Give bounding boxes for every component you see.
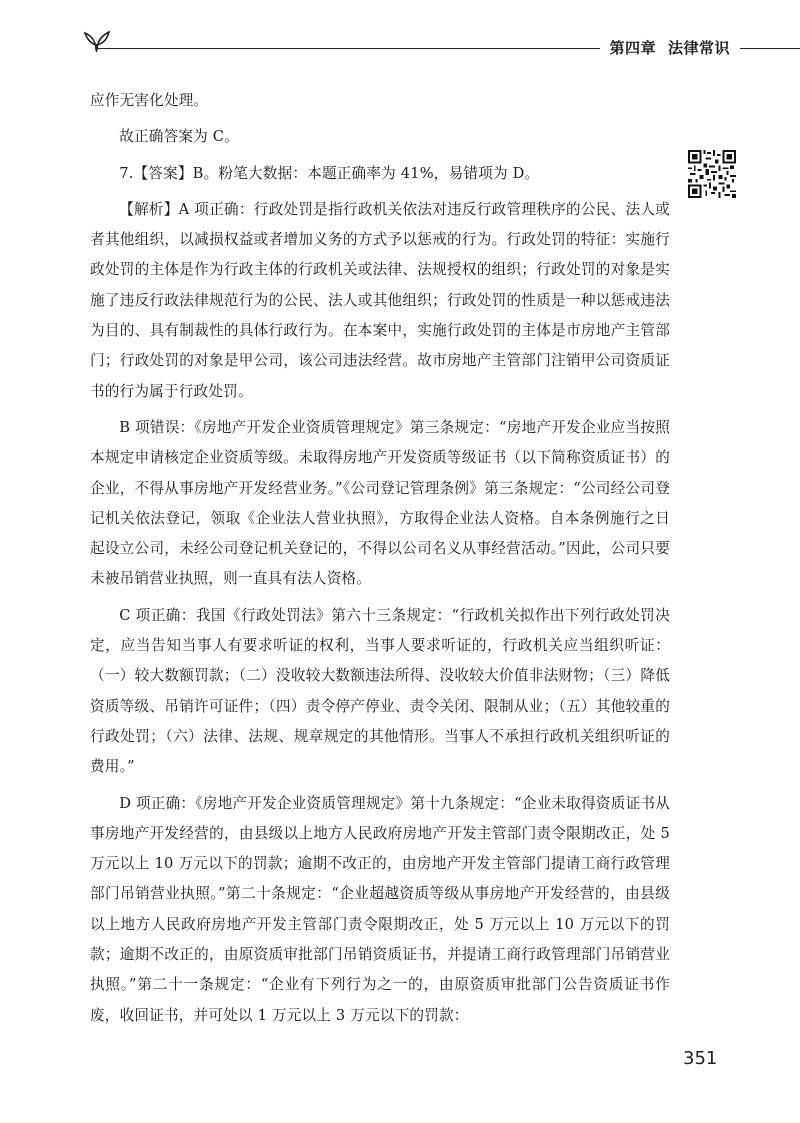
page-header <box>78 28 800 58</box>
page-number: 351 <box>683 1048 718 1069</box>
paragraph-option-c: C 项正确：我国《行政处罚法》第六十三条规定：“行政机关拟作出下列行政处罚决定，应当告知当事人有要求听证的权利，当事人要求听证的，行政机关应当组织听证：（一）较大数额罚款；（二）没收较大数额违法所得、没收较大价值非法财物；（三）降低资质等级、吊销许可证件；（四）责令停产停业、责令关闭、限制从业；（五）其他较重的行政处罚；（六）法律、法规、规章规定的其他情形。当事人不承担行政机关组织听证的费用。” <box>90 606 670 776</box>
paragraph-continuation: 应作无害化处理。 <box>90 92 209 109</box>
paragraph-option-d: D 项正确：《房地产开发企业资质管理规定》第十九条规定：“企业未取得资质证书从事房地产开发经营的，由县级以上地方人民政府房地产开发主管部门责令限期改正，处 5 万元以上 10 万元以下的罚款；逾期不改正的，由房地产开发主管部门提请工商行政管理部门吊销营业执照。”第二十条规定：“企业超越资质等级从事房地产开发经营的，由县级以上地方人民政府房地产开发主管部门责令限期改正，处 5 万元以上 10 万元以下的罚款；逾期不改正的，由原资质审批部门吊销资质证书，并提请工商行政管理部门吊销营业执照。”第二十一条规定：“企业有下列行为之一的，由原资质审批部门公告资质证书作废，收回证书，并可处以 1 万元以上 3 万元以下的罚款： <box>90 794 670 1024</box>
header-rule-left <box>98 48 600 49</box>
paragraph-answer-6-conclusion: 故正确答案为 C。 <box>119 128 239 146</box>
qr-code-icon[interactable] <box>688 150 736 198</box>
chapter-label: 第四章 <box>609 39 656 57</box>
paragraph-analysis-a: 【解析】A 项正确：行政处罚是指行政机关依法对违反行政管理秩序的公民、法人或者其他组织，以减损权益或者增加义务的方式予以惩戒的行为。行政处罚的特征：实施行政处罚的主体是作为行政主体的行政机关或法律、法规授权的组织；行政处罚的对象是实施了违反行政法律规范行为的公民、法人或其他组织；行政处罚的性质是一种以惩戒违法为目的、具有制裁性的具体行政行为。在本案中，实施行政处罚的主体是市房地产主管部门；行政处罚的对象是甲公司，该公司违法经营。故市房地产主管部门注销甲公司资质证书的行为属于行政处罚。 <box>90 200 670 400</box>
leaf-icon <box>82 28 112 54</box>
paragraph-option-b: B 项错误：《房地产开发企业资质管理规定》第三条规定：“房地产开发企业应当按照本规定申请核定企业资质等级。未取得房地产开发资质等级证书（以下简称资质证书）的企业，不得从事房地产开发经营业务。”《公司登记管理条例》第三条规定：“公司经公司登记机关依法登记，领取《企业法人营业执照》，方取得企业法人资格。自本条例施行之日起设立公司，未经公司登记机关登记的，不得以公司名义从事经营活动。”因此，公司只要未被吊销营业执照，则一直具有法人资格。 <box>90 418 670 588</box>
chapter-title: 法律常识 <box>667 39 730 57</box>
paragraph-answer-7: 7.【答案】B。粉笔大数据：本题正确率为 41%，易错项为 D。 <box>119 164 540 182</box>
header-rule-right <box>740 48 800 49</box>
body-text <box>90 86 670 1031</box>
header-title <box>603 37 736 58</box>
